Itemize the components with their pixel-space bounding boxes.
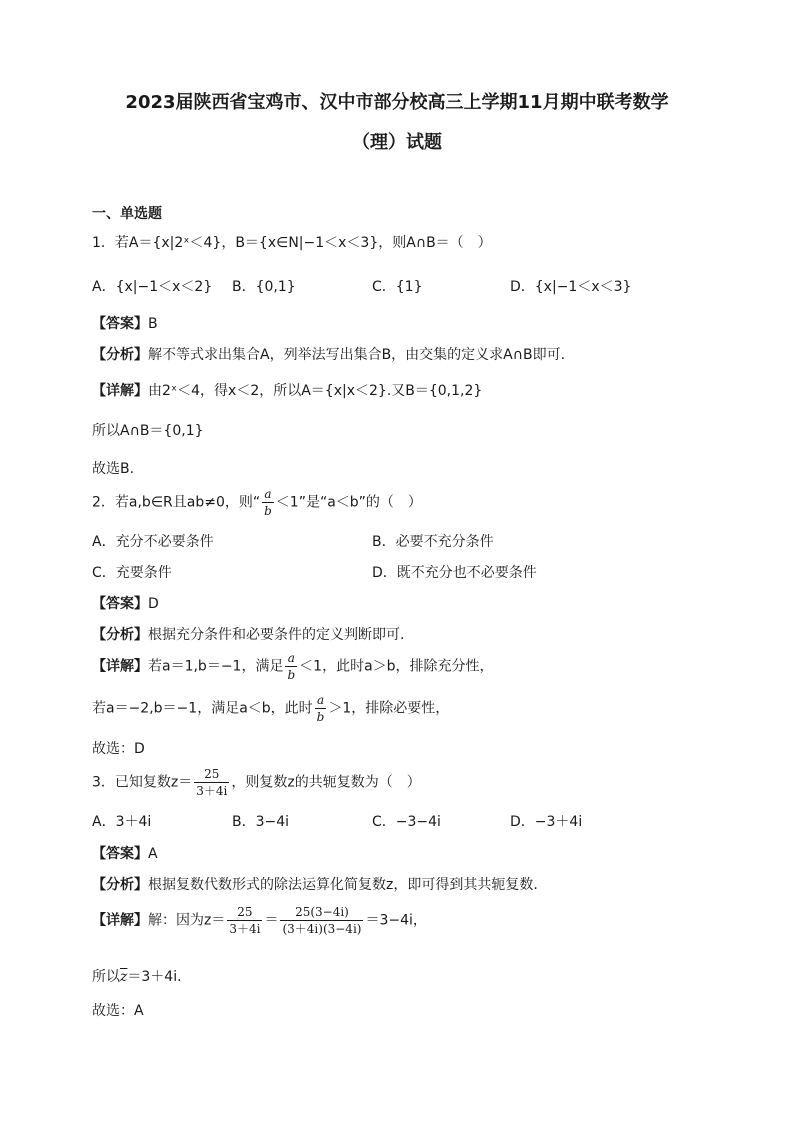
q2-analysis: 根据充分条件和必要条件的定义判断即可. <box>148 627 405 643</box>
q2-detail-post: ＜1，此时a＞b，排除充分性， <box>299 658 494 675</box>
q2-detail2-pre: 若a＝−2,b＝−1，满足a＜b，此时 <box>92 700 313 717</box>
q2-analysis-row <box>92 624 404 644</box>
q2-stem <box>92 488 422 517</box>
q2-detail2-fraction <box>315 694 327 723</box>
q2-fraction <box>262 488 274 517</box>
q1-option-d: D．{x|−1＜x＜3} <box>510 279 632 295</box>
q1-conclusion: 故选B. <box>92 461 135 477</box>
q3-frac-den: 3＋4i <box>196 784 228 798</box>
q1-detail2: 所以A∩B＝{0,1} <box>92 423 204 439</box>
q2-option-b: B．必要不充分条件 <box>372 534 494 550</box>
answer-label: 【答案】 <box>92 846 148 862</box>
analysis-label: 【分析】 <box>92 627 148 643</box>
q2-detail2-row <box>92 694 449 723</box>
q3-option-a: A．3＋4i <box>92 814 152 830</box>
q2-detail-row <box>92 652 494 681</box>
q1-answer-row <box>92 313 158 333</box>
section-heading: 一、单选题 <box>92 206 162 222</box>
q2-conclusion: 故选：D <box>92 741 145 757</box>
q3-conjugate-z: $\overline{z}$ <box>120 969 128 985</box>
q3-answer: A <box>148 846 158 862</box>
q3-detail-fraction-1 <box>227 906 262 935</box>
q3-analysis: 根据复数代数形式的除法运算化简复数z，即可得到其共轭复数. <box>148 877 538 893</box>
q2-answer: D <box>148 596 159 612</box>
answer-label: 【答案】 <box>92 596 148 612</box>
detail-label: 【详解】 <box>92 658 148 675</box>
q3-stem-post: ，则复数z的共轭复数为（ ） <box>231 774 421 791</box>
document-title-line2: （理）试题 <box>352 132 442 153</box>
q2-stem-post: ＜1”是“a＜b”的（ ） <box>275 494 422 511</box>
q2-frac-den: b <box>264 504 272 518</box>
q1-stem: 1．若A＝{x|2ˣ＜4}，B＝{x∈N|−1＜x＜3}，则A∩B＝（ ） <box>92 235 492 251</box>
detail-label: 【详解】 <box>92 912 148 929</box>
detail-label: 【详解】 <box>92 383 148 399</box>
q2-detail-fraction <box>285 652 297 681</box>
q2-detail-pre: 若a＝1,b＝−1，满足 <box>148 658 284 675</box>
q2-detail2-frac-num: a <box>315 694 327 709</box>
q1-analysis-row <box>92 344 565 364</box>
q2-detail2-post: ＞1，排除必要性， <box>328 700 450 717</box>
q2-option-c: C．充要条件 <box>92 565 172 581</box>
q2-detail-frac-den: b <box>287 668 296 682</box>
q1-option-a: A．{x|−1＜x＜2} <box>92 279 213 295</box>
document-title-line1: 2023届陕西省宝鸡市、汉中市部分校高三上学期11月期中联考数学 <box>125 92 669 113</box>
q3-conclusion: 故选：A <box>92 1003 144 1019</box>
analysis-label: 【分析】 <box>92 347 148 363</box>
q3-detail-fraction-2 <box>280 906 363 935</box>
analysis-label: 【分析】 <box>92 877 148 893</box>
q1-option-c: C．{1} <box>372 279 423 295</box>
q3-analysis-row <box>92 874 538 894</box>
q3-detail-frac1-num: 25 <box>227 906 262 921</box>
q3-option-b: B．3−4i <box>232 814 290 830</box>
q1-detail-row <box>92 380 482 400</box>
q1-answer: B <box>148 316 158 332</box>
q3-detail-pre: 解：因为z＝ <box>148 912 226 929</box>
q3-option-c: C．−3−4i <box>372 814 441 830</box>
q3-detail2-post: ＝3＋4i. <box>127 969 182 985</box>
q3-stem-pre: 3．已知复数z＝ <box>92 774 193 791</box>
q1-detail: 由2ˣ＜4，得x＜2，所以A＝{x|x＜2}.又B＝{0,1,2} <box>148 383 483 399</box>
q3-detail2-pre: 所以 <box>92 969 120 985</box>
q3-detail-frac1-den: 3＋4i <box>229 922 261 936</box>
answer-label: 【答案】 <box>92 316 148 332</box>
q3-detail-frac2-den: (3＋4i)(3−4i) <box>282 922 362 936</box>
q1-option-b: B．{0,1} <box>232 279 296 295</box>
q2-detail2-frac-den: b <box>316 710 325 724</box>
q2-stem-pre: 2．若a,b∈R且ab≠0，则“ <box>92 494 261 511</box>
q3-detail2-row <box>92 966 182 986</box>
q3-detail-frac2-num: 25(3−4i) <box>280 906 363 921</box>
q3-stem <box>92 768 421 797</box>
q2-answer-row <box>92 593 159 613</box>
q2-option-a: A．充分不必要条件 <box>92 534 214 550</box>
q3-option-d: D．−3＋4i <box>510 814 583 830</box>
q3-detail-row: 【详解】解：因为z＝ $\frac{25}{3+4i}$ ＝ $\frac{25(3-4i)}{(3+4i)(3-4i)}$ ＝3−4i， <box>92 905 427 936</box>
q2-option-d: D．既不充分也不必要条件 <box>372 565 537 581</box>
q3-fraction <box>194 768 229 797</box>
q2-frac-num: a <box>262 488 274 503</box>
q2-detail-frac-num: a <box>285 652 297 667</box>
q3-detail-post: ＝3−4i， <box>365 912 427 929</box>
q3-answer-row <box>92 843 158 863</box>
q1-analysis: 解不等式求出集合A，列举法写出集合B，由交集的定义求A∩B即可. <box>148 347 566 363</box>
q3-frac-num: 25 <box>194 768 229 783</box>
